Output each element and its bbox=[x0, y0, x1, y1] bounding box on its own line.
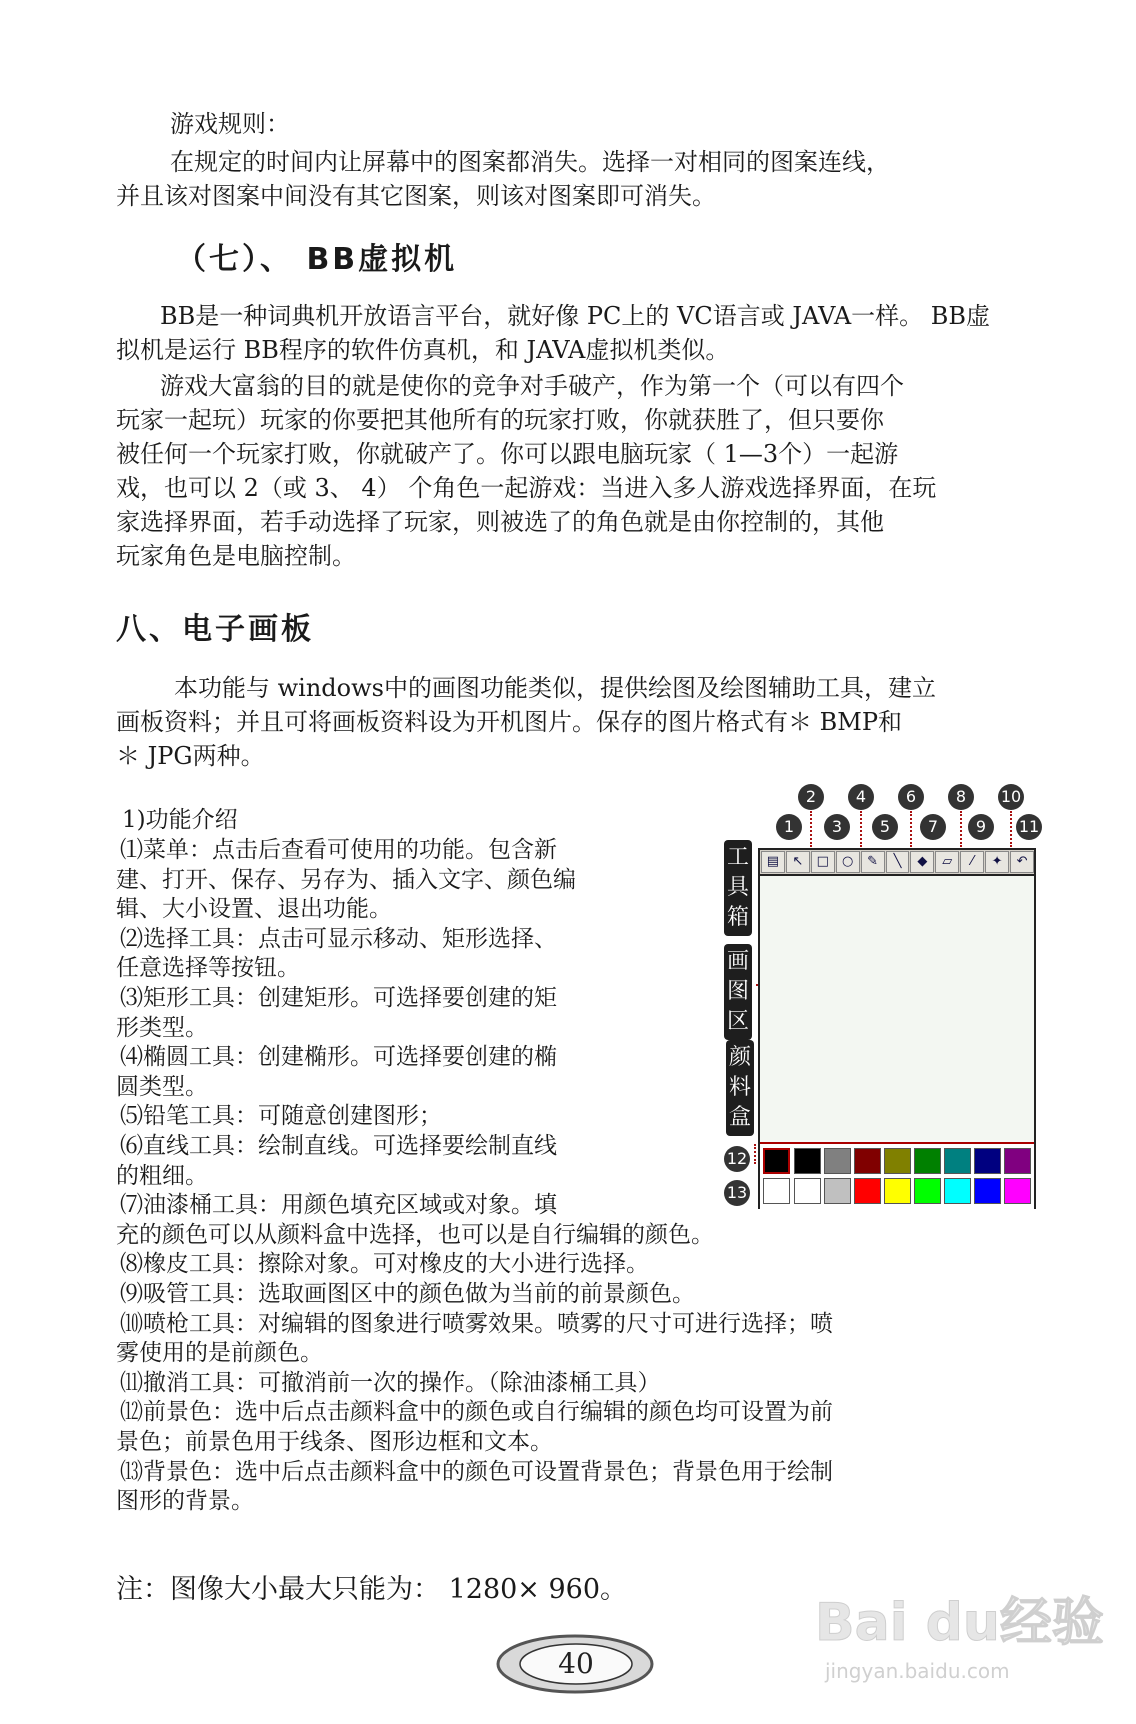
callout-2: 2 bbox=[798, 784, 824, 810]
callout-13: 13 bbox=[724, 1180, 750, 1206]
callout-11: 11 bbox=[1016, 814, 1042, 840]
feature-line: 圆类型。 bbox=[116, 1073, 208, 1100]
paragraph-line: BB是一种词典机开放语言平台，就好像 PC上的 VC语言或 JAVA一样。 BB虚 bbox=[160, 302, 991, 330]
eraser-icon[interactable]: ▱ bbox=[935, 851, 959, 873]
pencil-icon[interactable]: ✎ bbox=[861, 851, 885, 873]
paint-board-figure bbox=[724, 784, 1040, 1209]
feature-line: 充的颜色可以从颜料盒中选择，也可以是自行编辑的颜色。 bbox=[116, 1221, 714, 1248]
paragraph-line: ＊ JPG两种。 bbox=[116, 742, 265, 770]
callout-leader bbox=[960, 811, 962, 847]
rules-line: 并且该对图案中间没有其它图案，则该对图案即可消失。 bbox=[116, 182, 716, 210]
paragraph-line: 画板资料；并且可将画板资料设为开机图片。保存的图片格式有＊ BMP和 bbox=[116, 708, 902, 736]
callout-7: 7 bbox=[920, 814, 946, 840]
palette-swatch[interactable] bbox=[824, 1148, 851, 1174]
paint-window bbox=[758, 848, 1036, 1209]
bucket-icon[interactable]: ◆ bbox=[910, 851, 934, 873]
paragraph-line: 拟机是运行 BB程序的软件仿真机，和 JAVA虚拟机类似。 bbox=[116, 336, 730, 364]
feature-line: ⑾撤消工具：可撤消前一次的操作。（除油漆桶工具） bbox=[120, 1369, 661, 1396]
canvas-label: 画图区 bbox=[724, 944, 752, 1040]
color-palette bbox=[760, 1142, 1034, 1209]
feature-line: ⑻橡皮工具：擦除对象。可对橡皮的大小进行选择。 bbox=[120, 1251, 649, 1278]
palette-swatch[interactable] bbox=[884, 1148, 911, 1174]
page-number-badge bbox=[496, 1633, 654, 1695]
feature-line: 建、打开、保存、另存为、插入文字、颜色编 bbox=[116, 866, 576, 893]
ellipse-icon[interactable]: ○ bbox=[836, 851, 860, 873]
baidu-watermark bbox=[815, 1580, 1104, 1694]
callout-3: 3 bbox=[824, 814, 850, 840]
feature-line: ⒀背景色：选中后点击颜料盒中的颜色可设置背景色；背景色用于绘制 bbox=[120, 1458, 833, 1485]
feature-line: 形类型。 bbox=[116, 1014, 208, 1041]
feature-line: ⑵选择工具：点击可显示移动、矩形选择、 bbox=[120, 925, 557, 952]
feature-line: ⑼吸管工具：选取画图区中的颜色做为当前的前景颜色。 bbox=[120, 1281, 695, 1307]
feature-line: ⑺油漆桶工具：用颜色填充区域或对象。填 bbox=[120, 1192, 557, 1219]
feature-line: 任意选择等按钮。 bbox=[116, 955, 300, 982]
palette-swatch[interactable] bbox=[1004, 1178, 1031, 1204]
airbrush-icon[interactable]: ✦ bbox=[985, 851, 1009, 873]
toolbox bbox=[760, 850, 1034, 876]
paragraph-line: 戏，也可以 2（或 3、 4） 个角色一起游戏：当进入多人游戏选择界面，在玩 bbox=[116, 474, 937, 502]
palette-swatch[interactable] bbox=[914, 1178, 941, 1204]
callout-8: 8 bbox=[948, 784, 974, 810]
feature-line: ⑴菜单：点击后查看可使用的功能。包含新 bbox=[120, 837, 557, 863]
callout-9: 9 bbox=[968, 814, 994, 840]
paragraph-line: 家选择界面，若手动选择了玩家，则被选了的角色就是由你控制的，其他 bbox=[116, 508, 884, 536]
palette-swatch[interactable] bbox=[1004, 1148, 1031, 1174]
palette-swatch[interactable] bbox=[914, 1148, 941, 1174]
callout-leader bbox=[1010, 811, 1012, 847]
feature-line: 辑、大小设置、退出功能。 bbox=[116, 896, 392, 923]
picker-icon[interactable]: ⁄ bbox=[960, 851, 984, 873]
callout-6: 6 bbox=[898, 784, 924, 810]
callout-10: 10 bbox=[998, 784, 1024, 810]
palette-swatch[interactable] bbox=[794, 1148, 821, 1174]
background-color[interactable] bbox=[763, 1178, 790, 1204]
watermark-brand: Bai du经验 bbox=[815, 1593, 1104, 1653]
feature-line: ⑷椭圆工具：创建椭形。可选择要创建的椭 bbox=[120, 1044, 557, 1071]
line-icon[interactable]: ╲ bbox=[886, 851, 910, 873]
feature-line: ⑽喷枪工具：对编辑的图象进行喷雾效果。喷雾的尺寸可进行选择；喷 bbox=[120, 1310, 833, 1337]
callout-leader bbox=[910, 811, 912, 847]
callout-4: 4 bbox=[848, 784, 874, 810]
paragraph-line: 被任何一个玩家打败，你就破产了。你可以跟电脑玩家（ 1—3个）一起游 bbox=[116, 440, 899, 468]
feature-line: 图形的背景。 bbox=[116, 1488, 254, 1515]
callout-1: 1 bbox=[776, 814, 802, 840]
palette-swatch[interactable] bbox=[884, 1178, 911, 1204]
palette-swatch[interactable] bbox=[944, 1178, 971, 1204]
paragraph-line: 玩家一起玩）玩家的你要把其他所有的玩家打败，你就获胜了，但只要你 bbox=[116, 406, 884, 434]
palette-swatch[interactable] bbox=[854, 1148, 881, 1174]
watermark-url: jingyan.baidu.com bbox=[825, 1659, 1010, 1683]
callout-5: 5 bbox=[872, 814, 898, 840]
paragraph-line: 玩家角色是电脑控制。 bbox=[116, 542, 356, 570]
palette-swatch[interactable] bbox=[974, 1178, 1001, 1204]
size-note: 注：图像大小最大只能为： 1280× 960。 bbox=[116, 1574, 628, 1605]
feature-line: ⑶矩形工具：创建矩形。可选择要创建的矩 bbox=[120, 985, 557, 1011]
features-title: 1)功能介绍 bbox=[122, 807, 238, 833]
callout-12: 12 bbox=[724, 1146, 750, 1172]
feature-line: ⑹直线工具：绘制直线。可选择要绘制直线 bbox=[120, 1133, 557, 1159]
feature-line: 雾使用的是前颜色。 bbox=[116, 1340, 323, 1367]
feature-line: 的粗细。 bbox=[116, 1162, 208, 1189]
paragraph-line: 本功能与 windows中的画图功能类似，提供绘图及绘图辅助工具，建立 bbox=[174, 674, 936, 702]
toolbox-label: 工具箱 bbox=[724, 840, 752, 936]
rect-icon[interactable]: □ bbox=[811, 851, 835, 873]
section-8-heading: 八、电子画板 bbox=[116, 612, 314, 647]
undo-icon[interactable]: ↶ bbox=[1010, 851, 1034, 873]
callout-leader bbox=[860, 811, 862, 847]
drawing-area[interactable] bbox=[760, 876, 1034, 1140]
palette-swatch[interactable] bbox=[824, 1178, 851, 1204]
palette-leader-line bbox=[754, 1144, 756, 1164]
page-number: 40 bbox=[558, 1647, 594, 1680]
section-7-heading: （七）、 BB虚拟机 bbox=[176, 242, 458, 277]
palette-swatch[interactable] bbox=[854, 1178, 881, 1204]
palette-swatch[interactable] bbox=[944, 1148, 971, 1174]
palette-label: 颜料盒 bbox=[726, 1040, 754, 1136]
palette-swatch[interactable] bbox=[794, 1178, 821, 1204]
select-icon[interactable]: ↖ bbox=[786, 851, 810, 873]
feature-line: ⑸铅笔工具：可随意创建图形； bbox=[120, 1103, 442, 1130]
paragraph-line: 游戏大富翁的目的就是使你的竞争对手破产，作为第一个（可以有四个 bbox=[160, 372, 904, 400]
callout-leader bbox=[810, 811, 812, 847]
rules-line: 在规定的时间内让屏幕中的图案都消失。选择一对相同的图案连线， bbox=[170, 148, 890, 176]
rules-title: 游戏规则： bbox=[170, 110, 290, 138]
feature-line: 景色；前景色用于线条、图形边框和文本。 bbox=[116, 1429, 553, 1455]
menu-icon[interactable]: ▤ bbox=[761, 851, 785, 873]
feature-line: ⑿前景色：选中后点击颜料盒中的颜色或自行编辑的颜色均可设置为前 bbox=[120, 1399, 833, 1426]
palette-swatch[interactable] bbox=[974, 1148, 1001, 1174]
foreground-color[interactable] bbox=[763, 1148, 790, 1174]
